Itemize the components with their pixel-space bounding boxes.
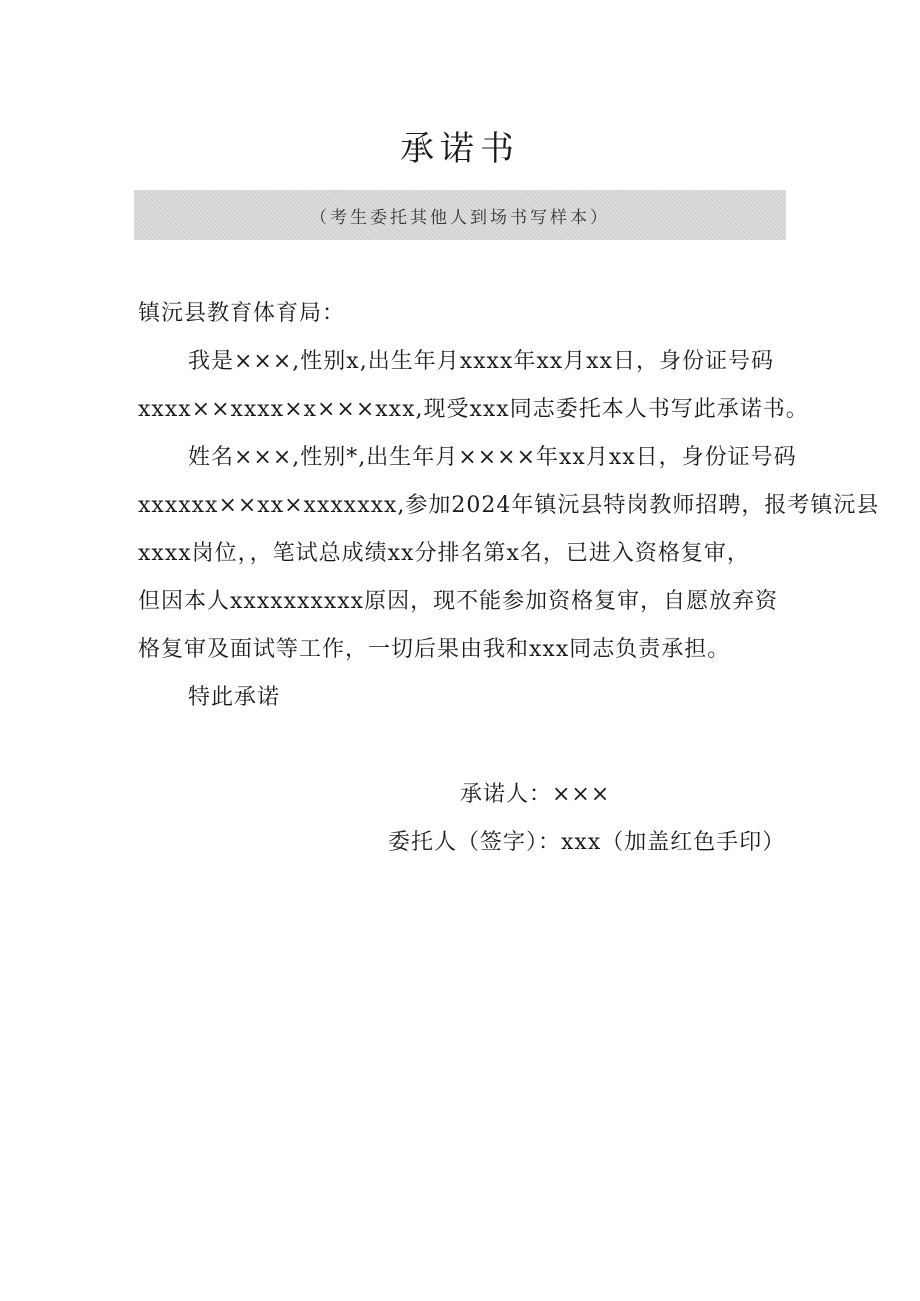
paragraph-line: 姓名×××,性别*,出生年月××××年xx月xx日，身份证号码	[188, 445, 797, 470]
closing-line: 特此承诺	[188, 685, 281, 710]
letter-body	[138, 290, 880, 722]
subtitle-text: （考生委托其他人到场书写样本）	[310, 207, 610, 228]
subtitle-banner	[134, 190, 786, 240]
paragraph-line: 格复审及面试等工作，一切后果由我和xxx同志负责承担。	[138, 637, 731, 662]
document-title: 承诺书	[400, 129, 520, 169]
paragraph-line: 我是×××,性别x,出生年月xxxx年xx月xx日，身份证号码	[188, 349, 774, 374]
paragraph-line: xxxxxx××xx×xxxxxxx,参加2024年镇沅县特岗教师招聘，报考镇沅县	[138, 493, 880, 518]
paragraph-line: 但因本人xxxxxxxxxx原因，现不能参加资格复审，自愿放弃资	[138, 589, 779, 614]
promiser-signature: 承诺人：×××	[460, 782, 611, 807]
salutation: 镇沅县教育体育局：	[138, 301, 346, 326]
paragraph-line: xxxx××xxxx×x×××xxx,现受xxx同志委托本人书写此承诺书。	[138, 397, 809, 422]
paragraph-line: xxxx岗位，，笔试总成绩xx分排名第x名，已进入资格复审，	[138, 541, 750, 566]
entrustor-signature: 委托人（签字）：xxx（加盖红色手印）	[388, 830, 786, 855]
